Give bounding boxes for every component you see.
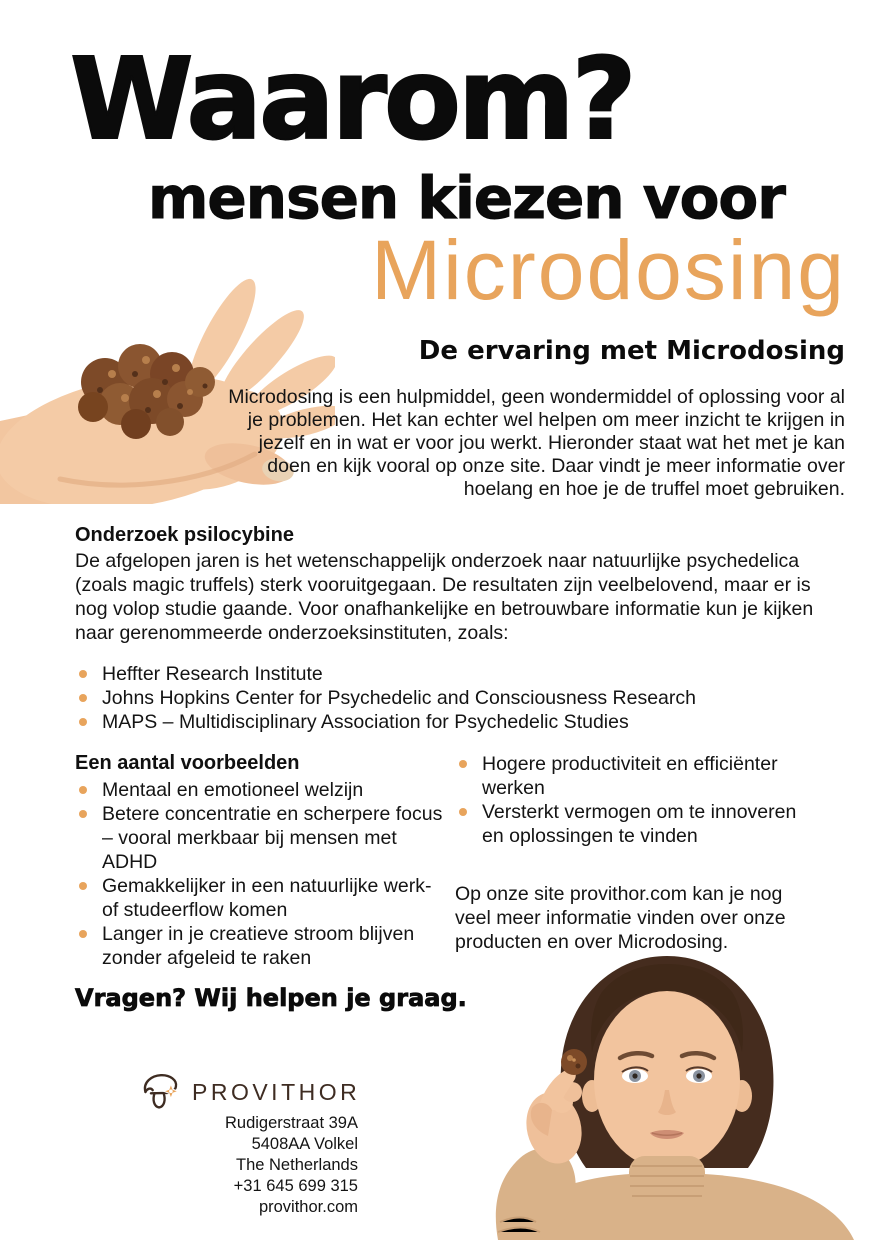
example-text: Langer in je creatieve stroom blijven zonder afgeleid te raken bbox=[102, 923, 415, 969]
example-text: Hogere productiviteit en efficiënter werken bbox=[482, 753, 778, 799]
examples-right-list bbox=[455, 752, 815, 848]
list-item bbox=[75, 778, 447, 802]
bullet-icon bbox=[79, 718, 87, 726]
list-item bbox=[75, 662, 795, 686]
example-text: Mentaal en emotioneel welzijn bbox=[102, 779, 364, 801]
woman-truffle-image bbox=[462, 940, 874, 1240]
list-item bbox=[75, 922, 447, 970]
headline-subtitle: mensen kiezen voor bbox=[148, 164, 785, 232]
brand-name: PROVITHOR bbox=[192, 1078, 361, 1105]
examples-right-column bbox=[455, 752, 815, 848]
provithor-logo bbox=[139, 1072, 360, 1112]
research-section bbox=[75, 524, 817, 645]
list-item bbox=[75, 802, 447, 874]
bullet-icon bbox=[79, 786, 87, 794]
research-heading: Onderzoek psilocybine bbox=[75, 524, 294, 546]
list-item bbox=[75, 686, 795, 710]
woman-truffle-illustration bbox=[462, 940, 874, 1240]
institute-name: MAPS – Multidisciplinary Association for Psychedelic Studies bbox=[102, 711, 629, 733]
list-item bbox=[455, 800, 815, 848]
address-block bbox=[140, 1113, 358, 1218]
address-line: The Netherlands bbox=[236, 1156, 358, 1174]
institute-name: Johns Hopkins Center for Psychedelic and Consciousness Research bbox=[102, 687, 696, 709]
research-body: De afgelopen jaren is het wetenschappelijk onderzoek naar natuurlijke psychedelica (zoals magic truffels) sterk vooruitgegaan. De resultaten zijn veelbelovend, maar er is nog volop studie gaande. Voor onafhankelijke en betrouwbare informatie kun je kijken naar gerenommeerde onderzoeksinstituten, zoals: bbox=[75, 550, 814, 644]
mushroom-icon bbox=[139, 1072, 181, 1112]
site-note: Op onze site provithor.com kan je nog veel meer informatie vinden over onze producten en over Microdosing. bbox=[455, 882, 786, 953]
examples-heading: Een aantal voorbeelden bbox=[75, 752, 300, 774]
intro-section bbox=[225, 336, 845, 501]
address-line: provithor.com bbox=[258, 1198, 358, 1216]
list-item bbox=[455, 752, 815, 800]
example-text: Betere concentratie en scherpere focus – vooral merkbaar bij mensen met ADHD bbox=[102, 803, 443, 873]
example-text: Gemakkelijker in een natuurlijke werk- of studeerflow komen bbox=[102, 875, 432, 921]
questions-heading: Vragen? Wij helpen je graag. bbox=[75, 984, 467, 1012]
institutes-list bbox=[75, 662, 795, 734]
headline-microdosing: Microdosing bbox=[371, 223, 846, 317]
intro-body: Microdosing is een hulpmiddel, geen wondermiddel of oplossing voor al je problemen. Het kan echter wel helpen om meer inzicht te krijgen in jezelf en in wat er voor jou werkt. Hieronder staat wat het met je kan doen en kijk vooral op onze site. Daar vindt je meer informatie over hoelang en hoe je de truffel moet gebruiken. bbox=[228, 386, 845, 500]
address-line: +31 645 699 315 bbox=[233, 1177, 358, 1195]
list-item bbox=[75, 710, 795, 734]
bullet-icon bbox=[79, 670, 87, 678]
bullet-icon bbox=[79, 930, 87, 938]
list-item bbox=[75, 874, 447, 922]
examples-left-list bbox=[75, 778, 447, 970]
bullet-icon bbox=[459, 760, 467, 768]
institute-name: Heffter Research Institute bbox=[102, 663, 323, 685]
bullet-icon bbox=[79, 694, 87, 702]
bullet-icon bbox=[459, 808, 467, 816]
examples-left-column bbox=[75, 752, 447, 970]
example-text: Versterkt vermogen om te innoveren en oplossingen te vinden bbox=[482, 801, 797, 847]
intro-heading: De ervaring met Microdosing bbox=[418, 336, 845, 366]
address-line: 5408AA Volkel bbox=[251, 1135, 358, 1153]
address-line: Rudigerstraat 39A bbox=[225, 1114, 358, 1132]
bullet-icon bbox=[79, 882, 87, 890]
bullet-icon bbox=[79, 810, 87, 818]
headline-waarom: Waarom? bbox=[70, 35, 634, 165]
